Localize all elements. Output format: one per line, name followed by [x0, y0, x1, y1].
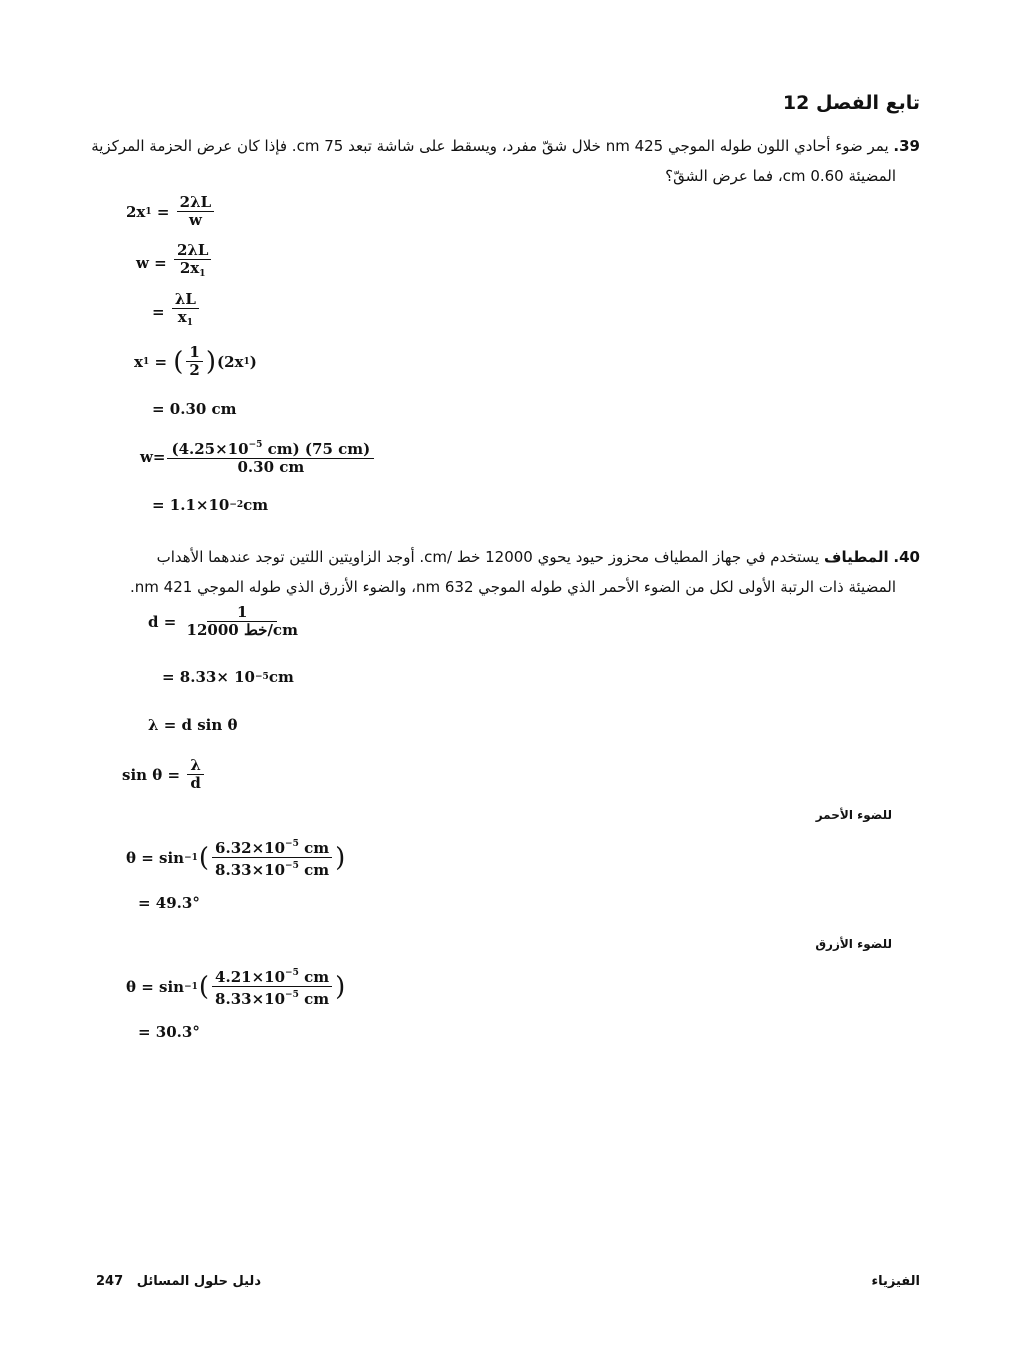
fraction: $\frac{4.21\times 10^{-5} cm}{8.33\times 10^{-5} cm}$	[212, 965, 332, 1008]
footer-subject: الفيزياء	[871, 1274, 920, 1289]
equation-40-3: λ = d sin θ	[148, 716, 238, 734]
fraction: $\frac{2\lambda L}{w}$	[177, 194, 215, 229]
equation-40-4: sin θ = $\frac{\lambda}{d}$	[122, 757, 206, 792]
red-light-label: للضوء الأحمر	[815, 808, 892, 822]
equation-39-6: w= $\frac{(4.25\times 10^{-5} cm) (75 cm)}{0.30 cm}$	[140, 437, 376, 476]
fraction: $\frac{1}{2}$	[186, 344, 202, 379]
fraction: $\frac{2\lambda L}{2x_1}$	[174, 242, 212, 283]
equation-39-4: x 1 = ( $\frac{1}{2}$ ) (2x 1 )	[134, 343, 257, 379]
problem-40-number: 40.	[893, 548, 920, 566]
equation-40-2: = 8.33× 10 −5 cm	[162, 668, 294, 686]
problem-40-text	[90, 542, 920, 602]
fraction: $\frac{6.32\times 10^{-5} cm}{8.33\times 10^{-5} cm}$	[212, 836, 332, 879]
problem-39-number: 39.	[893, 137, 920, 155]
problem-40-line-1: يستخدم في جهاز المطياف محزوز حيود يحوي 12000 خط /cm. أوجد الزاويتين اللتين توجد عندهما الأهداب	[156, 548, 825, 566]
footer-left	[96, 1274, 261, 1289]
fraction: $\frac{\lambda L}{x_1}$	[172, 291, 199, 332]
guide-title: دليل حلول المسائل	[136, 1274, 261, 1289]
equation-39-5: = 0.30 cm	[152, 400, 237, 418]
equation-39-3: = $\frac{\lambda L}{x_1}$	[152, 291, 201, 332]
problem-39-line-2: المضيئة 0.60 cm، فما عرض الشقّ؟	[665, 167, 896, 185]
problem-39-line-1: يمر ضوء أحادي اللون طوله الموجي 425 nm خلال شقّ مفرد، ويسقط على شاشة تبعد 75 cm. فإذا كان عرض الحزمة المركزية	[91, 137, 889, 155]
problem-39-text	[90, 131, 920, 191]
problem-40-line-2: المضيئة ذات الرتبة الأولى لكل من الضوء الأحمر الذي طوله الموجي 632 nm، والضوء الأزرق الذي طوله الموجي 421 nm.	[129, 578, 896, 596]
problem-40-title: المطياف	[824, 548, 889, 566]
equation-40-5: θ = sin −1 ( $\frac{6.32\times 10^{-5} cm}{8.33\times 10^{-5} cm}$ )	[126, 836, 346, 879]
equation-40-8: = 30.3°	[138, 1023, 200, 1041]
page-number: 247	[96, 1274, 124, 1289]
equation-39-2: w = $\frac{2\lambda L}{2x_1}$	[136, 242, 213, 283]
equation-39-1: 2x 1 = $\frac{2\lambda L}{w}$	[126, 194, 216, 229]
blue-light-label: للضوء الأزرق	[815, 937, 892, 951]
fraction: $\frac{\lambda}{d}$	[187, 757, 204, 792]
fraction: $\frac{1}{\text{12000 خط/cm}}$	[186, 603, 298, 639]
chapter-title: تابع الفصل 12	[782, 92, 920, 114]
equation-39-7: = 1.1×10 −2 cm	[152, 496, 269, 514]
fraction: $\frac{(4.25\times 10^{-5} cm) (75 cm)}{0.30 cm}$	[167, 437, 374, 476]
equation-40-7: θ = sin −1 ( $\frac{4.21\times 10^{-5} cm}{8.33\times 10^{-5} cm}$ )	[126, 965, 346, 1008]
equation-40-1: d = $\frac{1}{\text{12000 خط/cm}}$	[148, 604, 303, 639]
equation-40-6: = 49.3°	[138, 894, 200, 912]
